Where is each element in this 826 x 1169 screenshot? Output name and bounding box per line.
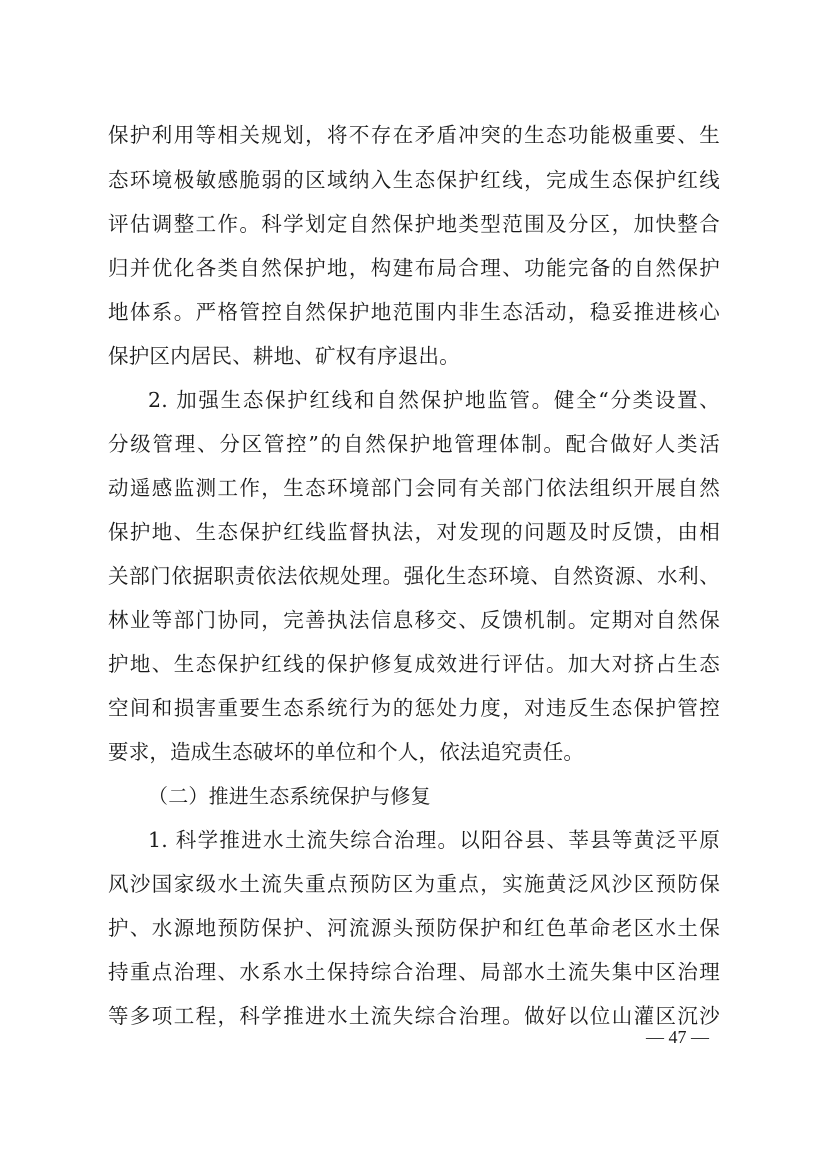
text-line: 评估调整工作。科学划定自然保护地类型范围及分区，加快整合 [108, 212, 720, 236]
paragraph-first-line: 1. 科学推进水土流失综合治理。以阳谷县、莘县等黄泛平原 [148, 828, 720, 852]
text-line: 林业等部门协同，完善执法信息移交、反馈机制。定期对自然保 [108, 608, 720, 632]
text-line: 空间和损害重要生态系统行为的惩处力度，对违反生态保护管控 [108, 696, 720, 720]
text-line: 归并优化各类自然保护地，构建布局合理、功能完备的自然保护 [108, 256, 720, 280]
page-number: — 47 — [646, 1027, 709, 1047]
text-line: 护、水源地预防保护、河流源头预防保护和红色革命老区水土保 [108, 916, 720, 940]
text-line: 地体系。严格管控自然保护地范围内非生态活动，稳妥推进核心 [108, 300, 720, 324]
text-line: 护地、生态保护红线的保护修复成效进行评估。加大对挤占生态 [108, 652, 720, 676]
text-line: 保护区内居民、耕地、矿权有序退出。 [108, 344, 460, 368]
text-line: 持重点治理、水系水土保持综合治理、局部水土流失集中区治理 [108, 960, 720, 984]
text-line: 动遥感监测工作，生态环境部门会同有关部门依法组织开展自然 [108, 476, 720, 500]
text-line: 保护地、生态保护红线监督执法，对发现的问题及时反馈，由相 [108, 520, 720, 544]
text-line: 关部门依据职责依法依规处理。强化生态环境、自然资源、水利、 [108, 564, 720, 588]
paragraph-first-line: 2. 加强生态保护红线和自然保护地监管。健全“分类设置、 [148, 388, 720, 412]
text-line: 态环境极敏感脆弱的区域纳入生态保护红线，完成生态保护红线 [108, 168, 720, 192]
text-line: 等多项工程，科学推进水土流失综合治理。做好以位山灌区沉沙 [108, 1004, 720, 1028]
text-line: 要求，造成生态破坏的单位和个人，依法追究责任。 [108, 740, 585, 764]
section-heading: （二）推进生态系统保护与修复 [148, 784, 431, 808]
text-line: 风沙国家级水土流失重点预防区为重点，实施黄泛风沙区预防保 [108, 872, 720, 896]
text-line: 保护利用等相关规划，将不存在矛盾冲突的生态功能极重要、生 [108, 123, 720, 147]
text-line: 分级管理、分区管控”的自然保护地管理体制。配合做好人类活 [108, 432, 720, 456]
